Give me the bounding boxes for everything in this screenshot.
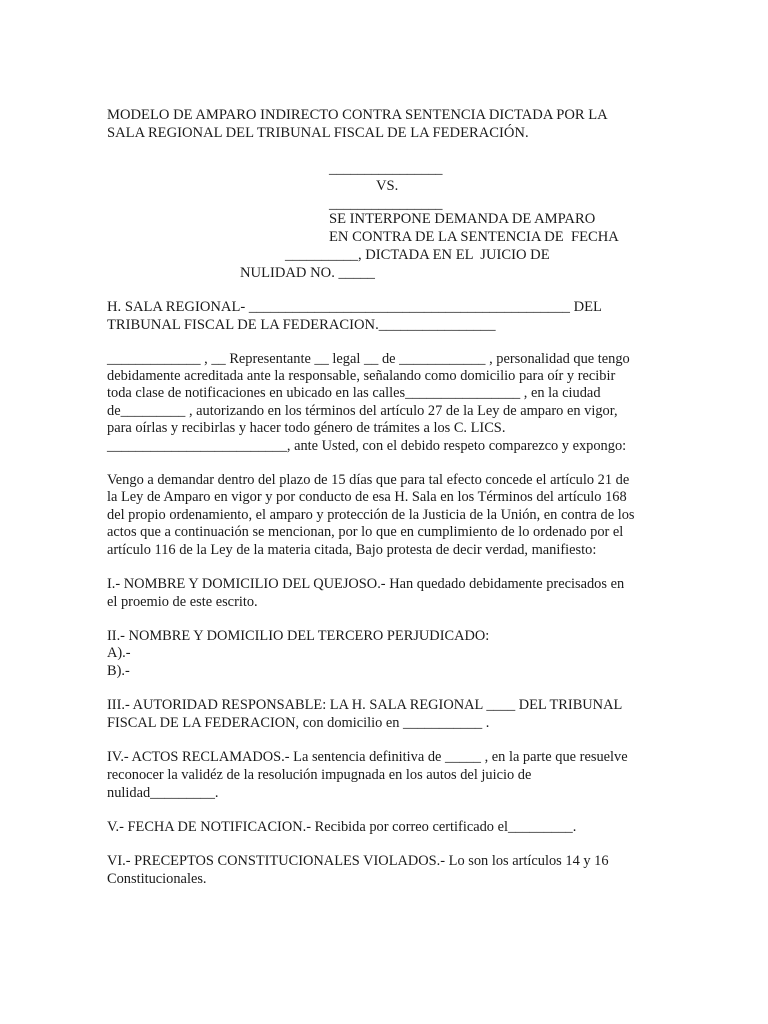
section-2-heading: II.- NOMBRE Y DOMICILIO DEL TERCERO PERJUDICADO: [107,628,490,644]
section-1-line-1: I.- NOMBRE Y DOMICILIO DEL QUEJOSO.- Han quedado debidamente precisados en [107,576,625,592]
section-3-line-2: FISCAL DE LA FEDERACION, con domicilio en ___________ . [107,715,490,731]
section-6-line-2: Constitucionales. [107,871,207,887]
paragraph-line-3: del propio ordenamiento, el amparo y protección de la Justicia de la Unión, en contra de los [107,507,635,523]
section-4-line-1: IV.- ACTOS RECLAMADOS.- La sentencia definitiva de _____ , en la parte que resuelve [107,749,628,765]
demand-line-3: __________, DICTADA EN EL JUICIO DE [285,247,550,263]
intro-line-2: debidamente acreditada ante la responsable, señalando como domicilio para oír y recibir [107,368,616,384]
addressee-line-1: H. SALA REGIONAL- ____________________________________________ DEL [107,299,602,315]
document-title-line-2: SALA REGIONAL DEL TRIBUNAL FISCAL DE LA FEDERACIÓN. [107,125,529,141]
paragraph-line-1: Vengo a demandar dentro del plazo de 15 días que para tal efecto concede el artículo 21 de [107,472,630,488]
intro-line-1: _____________ , __ Representante __ legal __ de ____________ , personalidad que tengo [107,351,630,367]
section-4-line-2: reconocer la validéz de la resolución impugnada en los autos del juicio de [107,767,532,783]
section-5-line-1: V.- FECHA DE NOTIFICACION.- Recibida por correo certificado el_________. [107,819,577,835]
paragraph-line-2: la Ley de Amparo en vigor y por conducto de esa H. Sala en los Términos del artículo 168 [107,489,627,505]
paragraph-line-4: actos que a continuación se mencionan, por lo que en cumplimiento de lo ordenado por el [107,524,624,540]
intro-line-6: _________________________, ante Usted, con el debido respeto comparezco y expongo: [107,438,627,454]
demand-line-2: EN CONTRA DE LA SENTENCIA DE FECHA [329,229,619,245]
section-4-line-3: nulidad_________. [107,785,219,801]
section-2-item-b: B).- [107,663,130,679]
party-blank-2: ________________ [329,196,443,212]
demand-line-1: SE INTERPONE DEMANDA DE AMPARO [329,211,596,227]
section-6-line-1: VI.- PRECEPTOS CONSTITUCIONALES VIOLADOS.- Lo son los artículos 14 y 16 [107,853,609,869]
paragraph-line-5: artículo 116 de la Ley de la materia citada, Bajo protesta de decir verdad, manifiesto: [107,542,597,558]
versus-label: VS. [376,178,399,194]
demand-line-4: NULIDAD NO. _____ [240,265,375,281]
section-2-item-a: A).- [107,645,131,661]
intro-line-3: toda clase de notificaciones en ubicado en las calles________________ , en la ciudad [107,385,601,401]
addressee-line-2: TRIBUNAL FISCAL DE LA FEDERACION.________________ [107,317,496,333]
intro-line-4: de_________ , autorizando en los términos del artículo 27 de la Ley de amparo en vigor, [107,403,618,419]
section-3-line-1: III.- AUTORIDAD RESPONSABLE: LA H. SALA REGIONAL ____ DEL TRIBUNAL [107,697,623,713]
party-blank-1: ________________ [329,161,443,177]
intro-line-5: para oírlas y recibirlas y hacer todo género de trámites a los C. LICS. [107,420,506,436]
document-title-line-1: MODELO DE AMPARO INDIRECTO CONTRA SENTENCIA DICTADA POR LA [107,107,608,123]
section-1-line-2: el proemio de este escrito. [107,594,258,610]
